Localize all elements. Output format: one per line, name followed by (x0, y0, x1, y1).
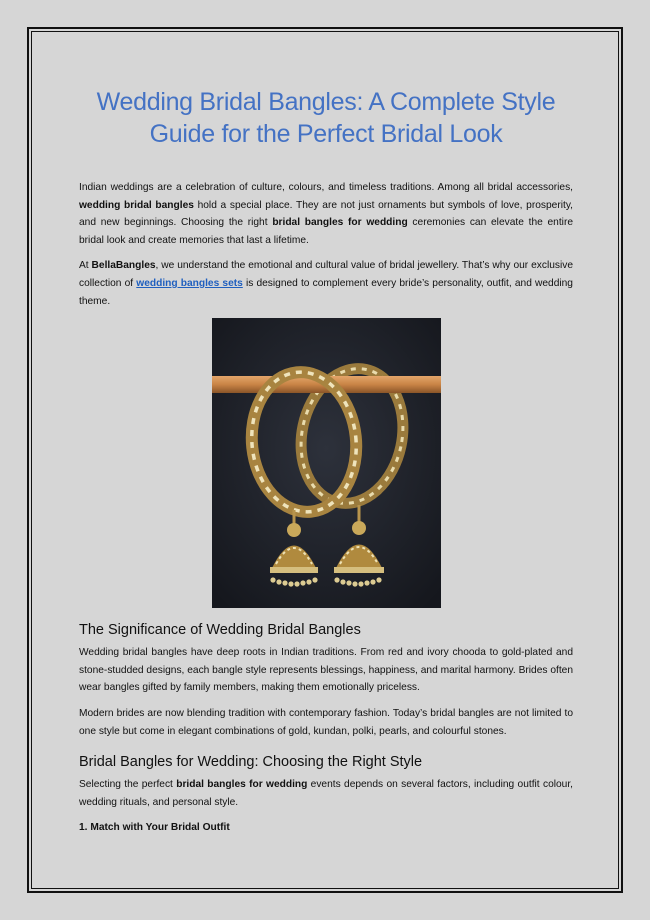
text-run: At (79, 260, 92, 272)
section-heading-significance: The Significance of Wedding Bridal Bangles (79, 622, 361, 639)
intro-paragraph-2 (79, 257, 573, 310)
intro-paragraph-1 (79, 179, 573, 249)
bold-term: wedding bridal bangles (79, 199, 194, 211)
text-run: Selecting the perfect (79, 779, 177, 791)
document-body (79, 86, 573, 837)
bold-term: bridal bangles for wedding (272, 217, 408, 229)
step-heading-match-outfit: 1. Match with Your Bridal Outfit (79, 822, 230, 834)
brand-name: BellaBangles (91, 260, 156, 272)
section-heading-choosing-style: Bridal Bangles for Wedding: Choosing the Right Style (79, 754, 423, 771)
bridal-bangles-photo (212, 318, 441, 608)
significance-paragraph-1: Wedding bridal bangles have deep roots in Indian traditions. From red and ivory chooda to gold-plated and stone-studded designs, each bangle style represents blessings, happiness, and marital harmony. Brides often wear bangles gifted by family members, making them emotionally priceless. (79, 647, 573, 694)
document-title: Wedding Bridal Bangles: A Complete Style Guide for the Perfect Bridal Look (96, 88, 556, 148)
text-run: is designed to complement every bride’s personality, outfit, and wedding theme. (79, 277, 573, 307)
bold-term: bridal bangles for wedding (176, 779, 308, 791)
text-run: , we understand the emotional and cultural value of bridal jewellery. That’s why our exclusive collection of (79, 260, 573, 289)
wedding-bangles-sets-link[interactable]: wedding bangles sets (136, 277, 243, 289)
significance-paragraph-2: Modern brides are now blending tradition with contemporary fashion. Today’s bridal bangles are not limited to one style but come in elegant combinations of gold, kundan, polki, pearls, and colourful stones. (79, 707, 573, 737)
text-run: hold a special place. They are not just ornaments but symbols of love, prosperity, and new beginnings. Choosing the right (79, 199, 573, 229)
text-run: Indian weddings are a celebration of culture, colours, and timeless traditions. Among all bridal accessories, (79, 182, 573, 193)
text-run: events depends on several factors, including outfit colour, wedding rituals, and personal style. (79, 779, 573, 808)
choosing-style-paragraph (79, 776, 573, 811)
text-run: ceremonies can elevate the entire bridal look and create memories that last a lifetime. (79, 217, 574, 246)
